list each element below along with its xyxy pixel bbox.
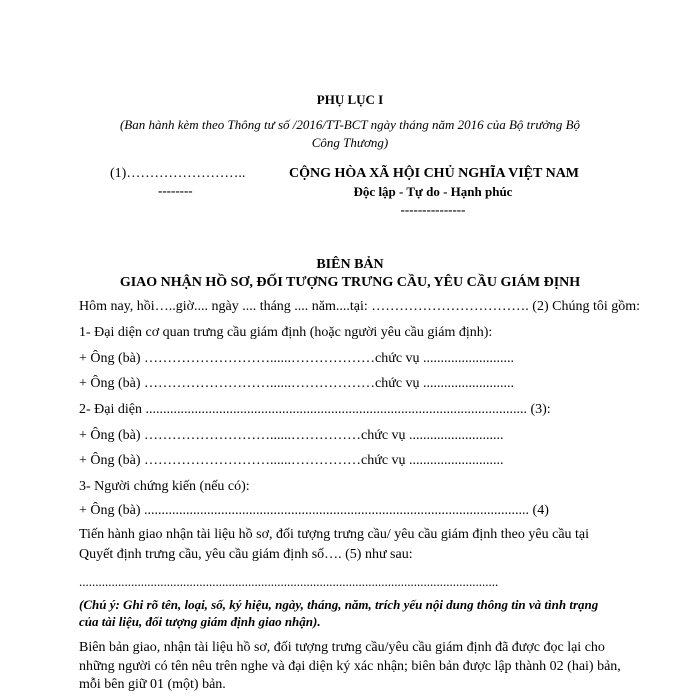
org-reference: (1)…………………….. [110, 166, 246, 181]
content-dotted-line: ................................................................................................................................. [79, 574, 499, 589]
org-reference-divider: -------- [158, 183, 193, 198]
section-1-heading: 1- Đại diện cơ quan trưng cầu giám định (hoặc người yêu cầu giám định): [79, 325, 493, 340]
proceed-line-2: Quyết định trưng cầu, yêu cầu giám định số…. (5) như sau: [79, 547, 413, 562]
appendix-title: PHỤ LỤC I [316, 92, 384, 107]
issued-note-line1: (Ban hành kèm theo Thông tư số /2016/TT-BCT ngày tháng năm 2016 của Bộ trưởng Bộ [119, 117, 581, 132]
document-title: BIÊN BẢN [316, 257, 384, 272]
section-3-person-1: + Ông (bà) .............................................................................................................. (4) [79, 503, 549, 518]
country-name: CỘNG HÒA XÃ HỘI CHỦ NGHĨA VIỆT NAM [289, 166, 580, 181]
closing-line-1: Biên bản giao, nhận tài liệu hồ sơ, đối tượng trưng cầu/yêu cầu giám định đã được đọc lại cho [79, 640, 605, 655]
issued-note-line2: Công Thương) [311, 135, 389, 150]
intro-line: Hôm nay, hồi…..giờ.... ngày .... tháng .... năm....tại: ……………………………. (2) Chúng tôi gồm: [79, 299, 641, 314]
note-line-2: của tài liệu, đối tượng giám định giao nhận). [79, 614, 321, 629]
section-2-person-1: + Ông (bà) ………………………......……………chức vụ ........................... [79, 428, 504, 443]
motto-divider: --------------- [400, 202, 466, 217]
section-1-person-2: + Ông (bà) ………………………......………………chức vụ .......................... [79, 376, 515, 391]
section-1-person-1: + Ông (bà) ………………………......………………chức vụ .......................... [79, 351, 515, 366]
document-subtitle: GIAO NHẬN HỒ SƠ, ĐỐI TƯỢNG TRƯNG CẦU, YÊU CẦU GIÁM ĐỊNH [119, 275, 581, 290]
section-3-heading: 3- Người chứng kiến (nếu có): [79, 479, 250, 494]
closing-line-3: mỗi bên giữ 01 (một) bản. [79, 677, 226, 692]
section-2-heading: 2- Đại diện ............................................................................................................. (3): [79, 402, 551, 417]
closing-line-2: những người có tên nêu trên nghe và đại diện ký xác nhận; biên bản được lập thành 02 (hai) bản, [79, 659, 621, 674]
note-line-1: (Chú ý: Ghi rõ tên, loại, số, ký hiệu, ngày, tháng, năm, trích yếu nội dung thông tin và tình trạng [79, 597, 599, 612]
proceed-line-1: Tiến hành giao nhận tài liệu hồ sơ, đối tượng trưng cầu/ yêu cầu giám định theo yêu cầu tại [79, 527, 590, 542]
national-motto: Độc lập - Tự do - Hạnh phúc [353, 184, 513, 199]
section-2-person-2: + Ông (bà) ………………………......……………chức vụ ........................... [79, 453, 504, 468]
